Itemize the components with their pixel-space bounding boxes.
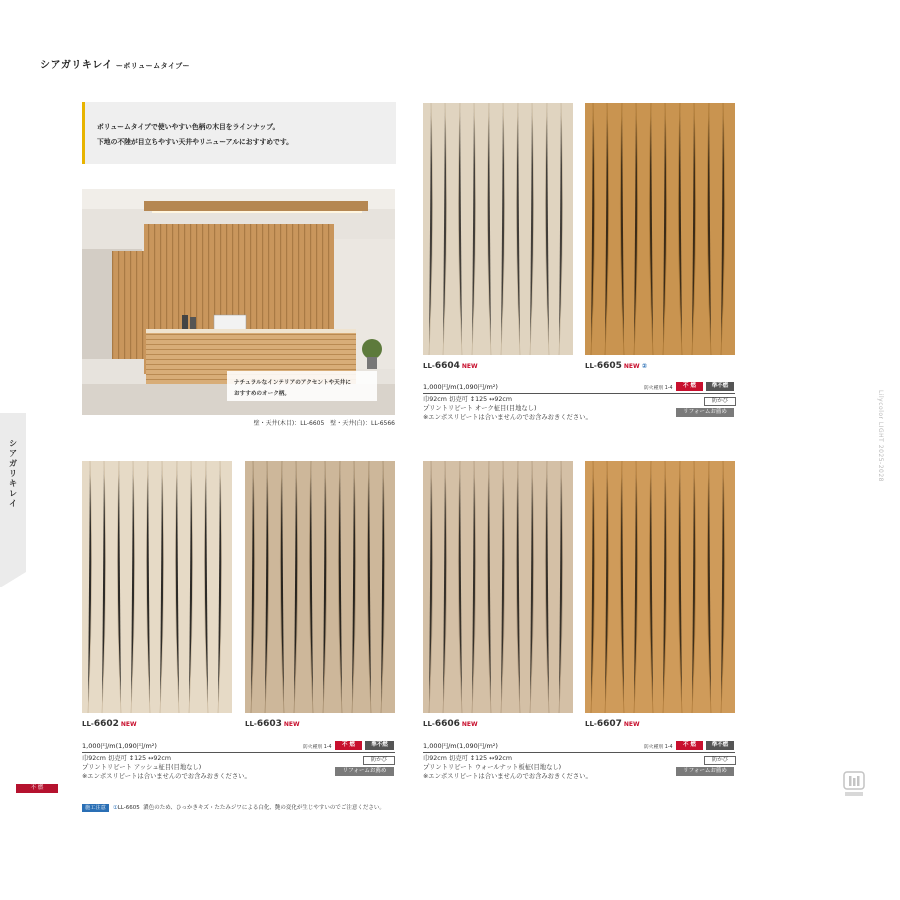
code-number: 6605	[596, 361, 622, 371]
catalog-name: Lilycolor LIGHT 2025-2028	[877, 390, 884, 482]
fire-class: 防火種別 1-4	[644, 745, 673, 750]
code-number: 6606	[434, 719, 460, 729]
spec-note: ※エンボスリピートは合いませんのでお含みおきください。	[82, 773, 251, 780]
swatch-ll-6606[interactable]	[423, 461, 573, 713]
code-prefix: LL-	[82, 720, 94, 728]
overlay-line-2: おすすめのオーク柄。	[234, 391, 290, 397]
new-label: NEW	[461, 721, 478, 728]
intro-accent-bar	[82, 102, 85, 164]
room-photo	[82, 189, 395, 415]
antimold-badge: 防かび	[363, 756, 395, 765]
price: 1,000円/m(1,090円/m²)	[423, 383, 498, 391]
reform-badge: リフォームお薦め	[335, 767, 394, 776]
brand-logo-icon	[843, 771, 865, 799]
code-prefix: LL-	[585, 362, 597, 370]
note-code: LL-6605	[117, 805, 140, 811]
intro-line-2: 下地の不陸が目立ちやすい天井やリニューアルにおすすめです。	[97, 138, 293, 146]
code-number: 6603	[256, 719, 282, 729]
nonflammable-badge: 不 燃	[335, 741, 362, 750]
semi-nonflammable-badge: 準不燃	[706, 741, 734, 750]
new-label: NEW	[283, 721, 300, 728]
note-tag: 施工注意	[82, 804, 109, 812]
new-label: NEW	[461, 363, 478, 370]
reform-badge: リフォームお薦め	[676, 767, 734, 776]
code-prefix: LL-	[423, 720, 435, 728]
nonflammable-index-tab[interactable]: 不 燃	[16, 784, 58, 793]
spec-repeat: プリントリピート オーク柾目(目地なし)	[423, 405, 537, 412]
page-title	[40, 56, 190, 71]
divider	[82, 752, 395, 753]
new-label: NEW	[623, 363, 640, 370]
spec-width: 巾92cm 切売可 ↕125 ↔92cm	[423, 396, 512, 403]
fire-class: 防火種別 1-4	[644, 386, 673, 391]
spec-repeat: プリントリピート ウォールナット板柾(目地なし)	[423, 764, 562, 771]
code-number: 6602	[93, 719, 119, 729]
divider	[423, 393, 735, 394]
code-number: 6604	[434, 361, 460, 371]
swatch-ll-6605[interactable]	[585, 103, 735, 355]
intro-line-1: ボリュームタイプで使いやすい色柄の木目をラインナップ。	[97, 123, 280, 131]
spec-width: 巾92cm 切売可 ↕125 ↔92cm	[423, 755, 512, 762]
tab-corner	[0, 572, 26, 588]
swatch-ll-6607[interactable]	[585, 461, 735, 713]
intro-box	[82, 102, 396, 164]
swatch-ll-6603[interactable]	[245, 461, 395, 713]
wood-grain-texture	[423, 103, 573, 355]
fire-class: 防火種別 1-4	[303, 745, 332, 750]
wood-grain-texture	[585, 103, 735, 355]
nonflammable-badge: 不 燃	[676, 741, 703, 750]
wood-grain-texture	[245, 461, 395, 713]
nonflammable-badge: 不 燃	[676, 382, 703, 391]
wood-grain-texture	[82, 461, 232, 713]
note-text: 濃色のため、ひっかきキズ・たたみジワによる白化、艶の変化が生じやすいのでご注意ください。	[143, 805, 385, 811]
spec-note: ※エンボスリピートは合いませんのでお含みおきください。	[423, 414, 592, 421]
wood-grain-texture	[423, 461, 573, 713]
photo-overlay-caption	[227, 371, 377, 401]
swatch-ll-6604[interactable]	[423, 103, 573, 355]
product-code-ll-6603	[245, 719, 300, 729]
new-label: NEW	[623, 721, 640, 728]
antimold-badge: 防かび	[704, 756, 736, 765]
series-name: シアガリキレイ	[40, 60, 113, 71]
product-code-ll-6607	[585, 719, 640, 729]
new-label: NEW	[120, 721, 137, 728]
product-code-ll-6604	[423, 361, 478, 371]
spec-repeat: プリントリピート アッシュ柾目(目地なし)	[82, 764, 202, 771]
code-prefix: LL-	[585, 720, 597, 728]
semi-nonflammable-badge: 準不燃	[365, 741, 394, 750]
product-code-ll-6606	[423, 719, 478, 729]
antimold-badge: 防かび	[704, 397, 736, 406]
code-number: 6607	[596, 719, 622, 729]
price: 1,000円/m(1,090円/m²)	[423, 742, 498, 750]
section-side-tab[interactable]	[0, 413, 26, 587]
overlay-line-1: ナチュラルなインテリアのアクセントや天井に	[234, 380, 351, 386]
wood-grain-texture	[585, 461, 735, 713]
caution-mark-icon: ②	[641, 362, 648, 370]
code-prefix: LL-	[423, 362, 435, 370]
reform-badge: リフォームお薦め	[676, 408, 734, 417]
product-code-ll-6605	[585, 361, 647, 371]
price: 1,000円/m(1,090円/m²)	[82, 742, 157, 750]
series-subtitle: ーボリュームタイプー	[115, 62, 191, 70]
spec-note: ※エンボスリピートは合いませんのでお含みおきください。	[423, 773, 592, 780]
side-tab-label: シアガリキレイ	[9, 439, 17, 508]
construction-note	[82, 803, 385, 812]
divider	[423, 752, 735, 753]
spec-width: 巾92cm 切売可 ↕125 ↔92cm	[82, 755, 171, 762]
semi-nonflammable-badge: 準不燃	[706, 382, 734, 391]
photo-caption: 壁・天井(木目)：LL-6605 壁・天井(白)：LL-6566	[253, 420, 395, 427]
code-prefix: LL-	[245, 720, 257, 728]
note-mark-icon: ①	[112, 805, 118, 811]
product-code-ll-6602	[82, 719, 137, 729]
swatch-ll-6602[interactable]	[82, 461, 232, 713]
